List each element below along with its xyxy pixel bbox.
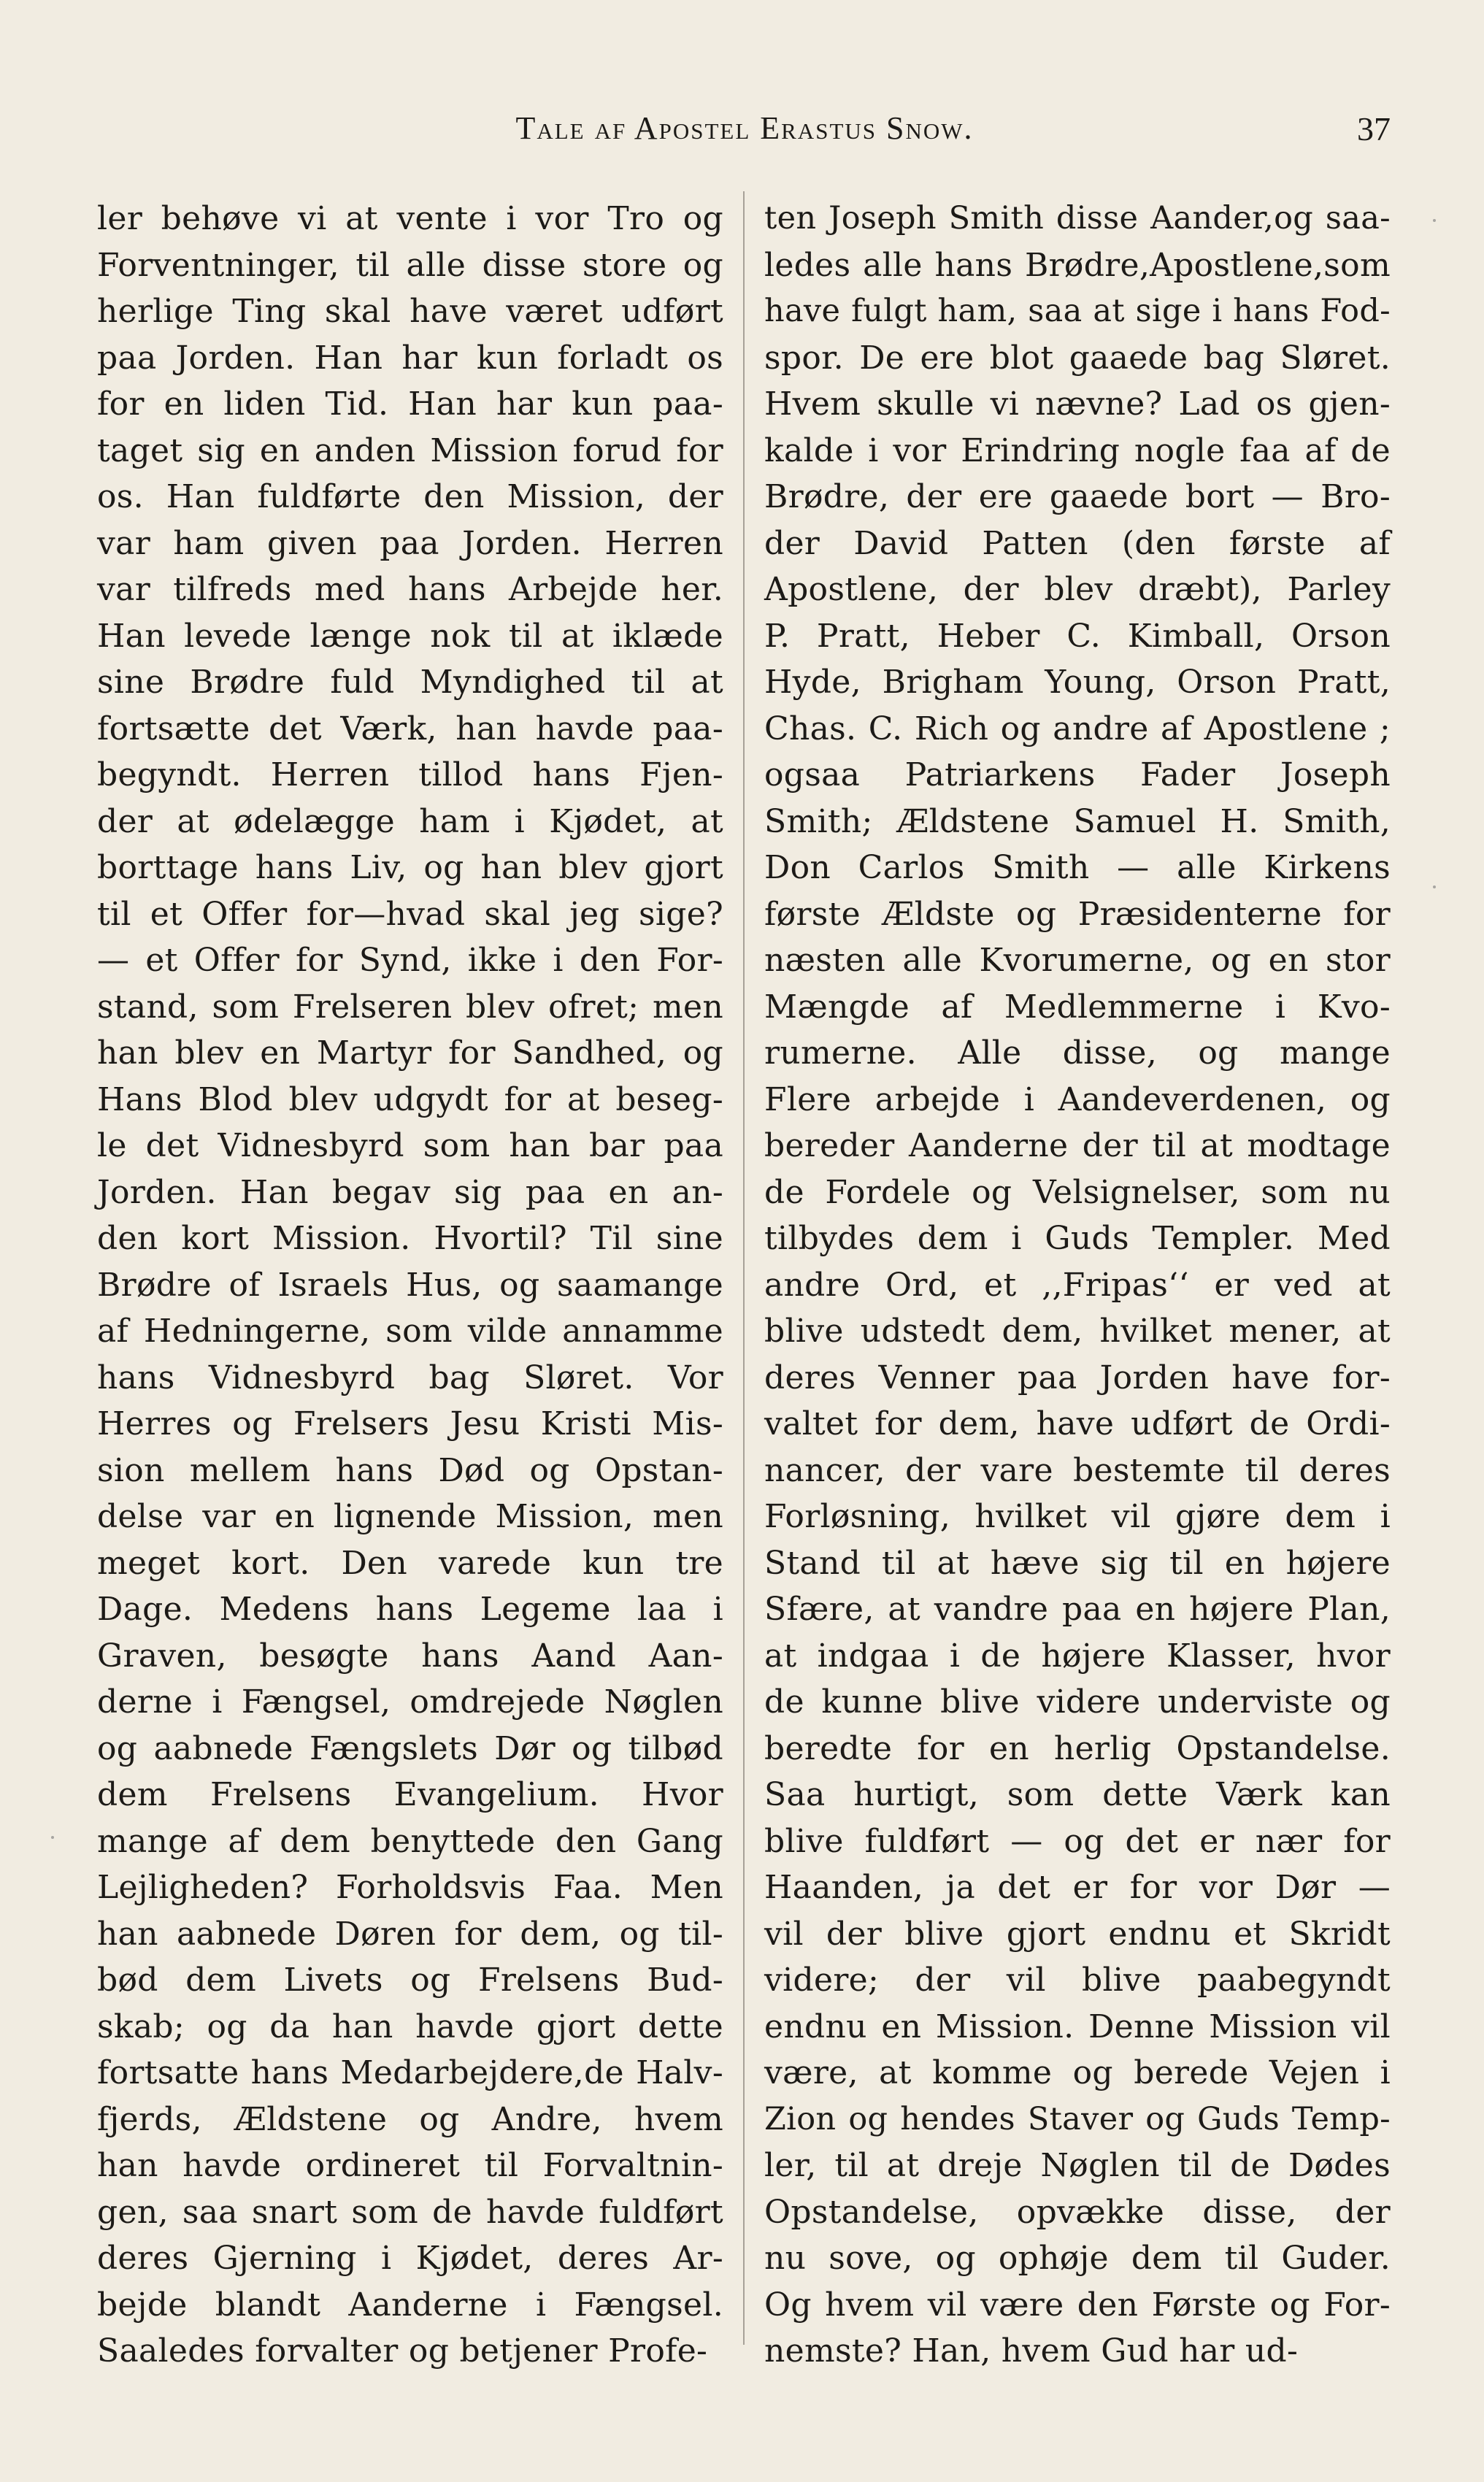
text-line: var ham given paa Jorden. Herren	[97, 524, 723, 562]
text-line: Han levede længe nok til at iklæde	[97, 617, 723, 655]
text-line: sion mellem hans Død og Opstan-	[97, 1451, 723, 1489]
text-line: Chas. C. Rich og andre af Apostlene ;	[764, 710, 1391, 748]
text-line: Mængde af Medlemmerne i Kvo-	[764, 988, 1391, 1026]
text-line: første Ældste og Præsidenterne for	[764, 895, 1391, 933]
text-line: Og hvem vil være den Første og For-	[764, 2286, 1391, 2324]
text-line: for en liden Tid. Han har kun paa-	[97, 385, 723, 423]
text-line: nemste? Han, hvem Gud har ud-	[764, 2332, 1299, 2370]
text-line: dem Frelsens Evangelium. Hvor	[97, 1776, 723, 1813]
margin-speck	[51, 1836, 54, 1839]
text-line: Apostlene, der blev dræbt), Parley	[764, 571, 1391, 608]
text-line: beredte for en herlig Opstandelse.	[764, 1729, 1391, 1767]
text-line: herlige Ting skal have været udført	[97, 293, 723, 330]
text-line: os. Han fuldførte den Mission, der	[97, 478, 723, 515]
text-line: meget kort. Den varede kun tre	[97, 1544, 723, 1582]
text-line: andre Ord, et ,,Fripas‘‘ er ved at	[764, 1266, 1391, 1304]
text-line: valtet for dem, have udført de Ordi-	[764, 1405, 1391, 1442]
text-line: ler behøve vi at vente i vor Tro og	[97, 200, 723, 237]
text-line: mange af dem benyttede den Gang	[97, 1822, 723, 1860]
text-line: næsten alle Kvorumerne, og en stor	[764, 942, 1391, 979]
text-line: Jorden. Han begav sig paa en an-	[97, 1173, 723, 1211]
text-line: Smith; Ældstene Samuel H. Smith,	[764, 802, 1391, 840]
text-line: derne i Fængsel, omdrejede Nøglen	[97, 1683, 723, 1721]
text-line: — et Offer for Synd, ikke i den For-	[97, 942, 723, 979]
text-line: borttage hans Liv, og han blev gjort	[97, 849, 723, 886]
text-line: der David Patten (den første af	[764, 524, 1391, 562]
text-line: Graven, besøgte hans Aand Aan-	[97, 1637, 723, 1675]
text-line: nancer, der vare bestemte til deres	[764, 1451, 1391, 1489]
text-line: være, at komme og berede Vejen i	[764, 2054, 1391, 2091]
text-line: Forventninger, til alle disse store og	[97, 246, 723, 284]
text-line: le det Vidnesbyrd som han bar paa	[97, 1127, 723, 1164]
text-line: bød dem Livets og Frelsens Bud-	[97, 1962, 723, 1999]
text-line: Hans Blod blev udgydt for at beseg-	[97, 1080, 723, 1118]
text-line: paa Jorden. Han har kun forladt os	[97, 339, 723, 377]
text-line: sine Brødre fuld Myndighed til at	[97, 664, 723, 701]
text-line: gen, saa snart som de havde fuldført	[97, 2193, 723, 2231]
text-line: Saa hurtigt, som dette Værk kan	[764, 1776, 1391, 1813]
text-line: fjerds, Ældstene og Andre, hvem	[97, 2100, 723, 2138]
text-line: han blev en Martyr for Sandhed, og	[97, 1034, 723, 1072]
text-line: stand, som Frelseren blev ofret; men	[97, 988, 723, 1026]
text-line: hans Vidnesbyrd bag Sløret. Vor	[97, 1359, 723, 1396]
text-line: Flere arbejde i Aandeverdenen, og	[764, 1080, 1391, 1118]
text-line: var tilfreds med hans Arbejde her.	[97, 571, 723, 608]
text-line: kalde i vor Erindring nogle faa af de	[764, 431, 1391, 469]
text-line: fortsætte det Værk, han havde paa-	[97, 710, 723, 748]
text-line: have fulgt ham, saa at sige i hans Fod-	[764, 293, 1391, 329]
text-line: endnu en Mission. Denne Mission vil	[764, 2008, 1391, 2045]
text-line: han havde ordineret til Forvaltnin-	[97, 2147, 723, 2184]
text-line: Sfære, at vandre paa en højere Plan,	[764, 1591, 1391, 1628]
running-header	[0, 110, 1484, 153]
text-line: spor. De ere blot gaaede bag Sløret.	[764, 339, 1391, 377]
left-text-column	[97, 196, 723, 2375]
text-line: skab; og da han havde gjort dette	[97, 2008, 723, 2045]
text-line: tilbydes dem i Guds Templer. Med	[764, 1220, 1391, 1257]
text-line: blive fuldført — og det er nær for	[764, 1822, 1391, 1860]
text-line: rumerne. Alle disse, og mange	[764, 1034, 1391, 1072]
text-line: begyndt. Herren tillod hans Fjen-	[97, 756, 723, 794]
text-line: og aabnede Fængslets Dør og tilbød	[97, 1729, 723, 1767]
text-line: til et Offer for—hvad skal jeg sige?	[97, 895, 723, 933]
text-line: Stand til at hæve sig til en højere	[764, 1544, 1391, 1582]
text-line: ogsaa Patriarkens Fader Joseph	[764, 756, 1391, 794]
margin-speck	[1433, 885, 1436, 888]
text-line: Saaledes forvalter og betjener Profe-	[97, 2332, 708, 2370]
text-line: Don Carlos Smith — alle Kirkens	[764, 849, 1391, 886]
text-line: Dage. Medens hans Legeme laa i	[97, 1591, 723, 1628]
text-line: fortsatte hans Medarbejdere,de Halv-	[97, 2054, 723, 2091]
text-line: de Fordele og Velsignelser, som nu	[764, 1173, 1391, 1211]
text-line: P. Pratt, Heber C. Kimball, Orson	[764, 617, 1391, 655]
text-line: Opstandelse, opvække disse, der	[764, 2193, 1391, 2231]
right-text-column	[764, 196, 1391, 2375]
text-line: den kort Mission. Hvortil? Til sine	[97, 1220, 723, 1257]
text-line: Zion og hendes Staver og Guds Temp-	[764, 2100, 1391, 2137]
text-line: Hvem skulle vi nævne? Lad os gjen-	[764, 385, 1391, 423]
text-line: Brødre, der ere gaaede bort — Bro-	[764, 478, 1391, 515]
text-line: ler, til at dreje Nøglen til de Dødes	[764, 2147, 1391, 2184]
text-line: Haanden, ja det er for vor Dør —	[764, 1869, 1391, 1906]
text-line: Hyde, Brigham Young, Orson Pratt,	[764, 664, 1391, 701]
text-line: blive udstedt dem, hvilket mener, at	[764, 1313, 1391, 1350]
text-line: Forløsning, hvilket vil gjøre dem i	[764, 1498, 1391, 1535]
text-line: bejde blandt Aanderne i Fængsel.	[97, 2286, 723, 2324]
text-line: der at ødelægge ham i Kjødet, at	[97, 802, 723, 840]
text-line: delse var en lignende Mission, men	[97, 1498, 723, 1535]
text-line: nu sove, og ophøje dem til Guder.	[764, 2240, 1391, 2277]
page-number: 37	[1357, 110, 1391, 147]
text-line: af Hedningerne, som vilde annamme	[97, 1313, 723, 1350]
text-line: deres Gjerning i Kjødet, deres Ar-	[97, 2240, 723, 2277]
margin-speck	[1433, 219, 1436, 222]
text-line: ledes alle hans Brødre,Apostlene,som	[764, 246, 1391, 284]
text-line: de kunne blive videre underviste og	[764, 1683, 1391, 1721]
text-line: videre; der vil blive paabegyndt	[764, 1962, 1391, 1999]
text-line: han aabnede Døren for dem, og til-	[97, 1915, 723, 1953]
column-divider-rule	[743, 191, 745, 2345]
text-line: taget sig en anden Mission forud for	[97, 431, 723, 469]
running-title: Tale af Apostel Erastus Snow.	[515, 110, 974, 146]
text-line: vil der blive gjort endnu et Skridt	[764, 1915, 1391, 1953]
text-line: at indgaa i de højere Klasser, hvor	[764, 1637, 1391, 1675]
text-line: ten Joseph Smith disse Aander,og saa-	[764, 200, 1391, 237]
text-line: Lejligheden? Forholdsvis Faa. Men	[97, 1869, 723, 1906]
text-line: bereder Aanderne der til at modtage	[764, 1127, 1391, 1164]
text-line: Brødre of Israels Hus, og saamange	[97, 1266, 723, 1304]
text-line: deres Venner paa Jorden have for-	[764, 1359, 1391, 1396]
text-line: Herres og Frelsers Jesu Kristi Mis-	[97, 1405, 723, 1442]
